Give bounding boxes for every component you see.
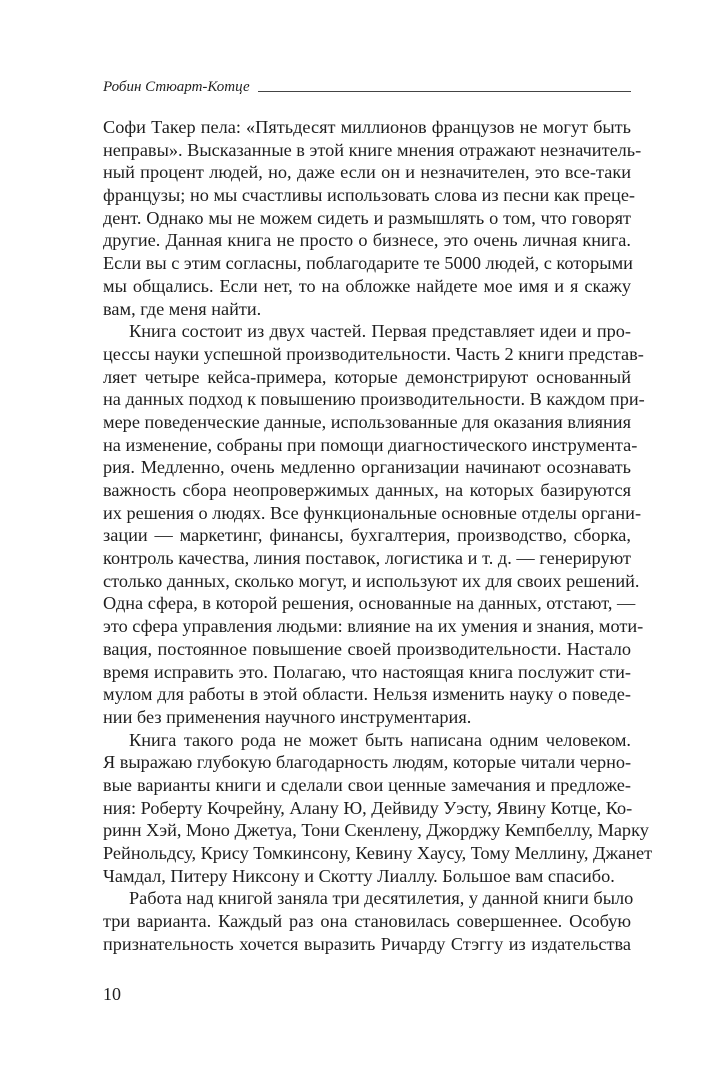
text-line: контроль качества, линия поставок, логистика и т. д. — генерируют — [103, 548, 631, 569]
text-line: это сфера управления людьми: влияние на их умения и знания, моти- — [103, 616, 644, 637]
text-line: мулом для работы в этой области. Нельзя изменить науку о поведе- — [103, 684, 631, 705]
text-line: три варианта. Каждый раз она становилась совершеннее. Особую — [103, 911, 631, 932]
text-line: Чамдал, Питеру Никсону и Скотту Лиаллу. Большое вам спасибо. — [103, 865, 615, 886]
text-line: французы; но мы счастливы использовать слова из песни как преце- — [103, 185, 636, 206]
text-line: ляет четыре кейса-примера, которые демонстрируют основанный — [103, 366, 631, 387]
text-line: Я выражаю глубокую благодарность людям, которые читали черно- — [103, 752, 632, 773]
text-line: важность сбора неопровержимых данных, на которых базируются — [103, 480, 631, 500]
text-line: их решения о людях. Все функциональные основные отделы органи- — [103, 502, 642, 523]
text-line: мере поведенческие данные, использованные для оказания влияния — [103, 411, 631, 432]
text-line: нии без применения научного инструментария. — [103, 706, 472, 727]
paragraph — [103, 887, 634, 955]
text-line: ния: Роберту Кочрейну, Алану Ю, Дейвиду Уэсту, Явину Котце, Ко- — [103, 797, 633, 818]
text-line: вация, постоянное повышение своей производительности. Настало — [103, 638, 631, 659]
text-line: ный процент людей, но, даже если он и незначителен, это все-таки — [103, 162, 631, 183]
text-line: на данных подход к повышению производительности. В каждом при- — [103, 389, 645, 410]
text-line: рия. Медленно, очень медленно организации начинают осознавать — [103, 457, 631, 478]
paragraph — [103, 320, 645, 728]
text-line: столько данных, сколько могут, и используют их для своих решений. — [103, 570, 640, 591]
text-line: другие. Данная книга не просто о бизнесе, это очень личная книга. — [103, 230, 631, 251]
text-line: на изменение, собраны при помощи диагностического инструмента- — [103, 434, 638, 455]
text-line: Книга состоит из двух частей. Первая представляет идеи и про- — [129, 321, 631, 342]
text-line: ринн Хэй, Моно Джетуа, Тони Скенлену, Джорджу Кемпбеллу, Марку — [103, 820, 649, 841]
paragraph — [103, 729, 653, 888]
text-line: Одна сфера, в которой решения, основанные на данных, отстают, — — [103, 593, 636, 614]
running-head — [103, 76, 631, 96]
text-line: Работа над книгой заняла три десятилетия, у данной книги было — [129, 888, 634, 909]
text-line: мы общались. Если нет, то на обложке найдете мое имя и я скажу — [103, 275, 631, 296]
text-line: Книга такого рода не может быть написана одним человеком. — [129, 729, 631, 750]
text-line: Рейнольдсу, Крису Томкинсону, Кевину Хаусу, Тому Меллину, Джанет — [103, 843, 653, 863]
running-head-author: Робин Стюарт-Котце — [103, 79, 250, 95]
page-number: 10 — [103, 984, 121, 1004]
body-text — [103, 116, 653, 955]
text-line: дент. Однако мы не можем сидеть и размышлять о том, что говорят — [103, 207, 631, 228]
text-line: цессы науки успешной производительности. Часть 2 книги представ- — [103, 343, 644, 364]
running-head-rule — [258, 91, 631, 92]
text-line: зации — маркетинг, финансы, бухгалтерия, производство, сборка, — [103, 525, 631, 546]
text-line: вам, где меня найти. — [103, 298, 262, 319]
paragraph — [103, 116, 642, 320]
text-line: время исправить это. Полагаю, что настоящая книга послужит сти- — [103, 661, 631, 682]
text-line: Софи Такер пела: «Пятьдесят миллионов французов не могут быть — [103, 117, 631, 137]
text-line: признательность хочется выразить Ричарду Стэггу из издательства — [103, 933, 631, 954]
text-line: Если вы с этим согласны, поблагодарите те 5000 людей, с которыми — [103, 253, 633, 274]
text-line: неправы». Высказанные в этой книге мнения отражают незначитель- — [103, 139, 642, 160]
text-line: вые варианты книги и сделали свои ценные замечания и предложе- — [103, 774, 631, 795]
